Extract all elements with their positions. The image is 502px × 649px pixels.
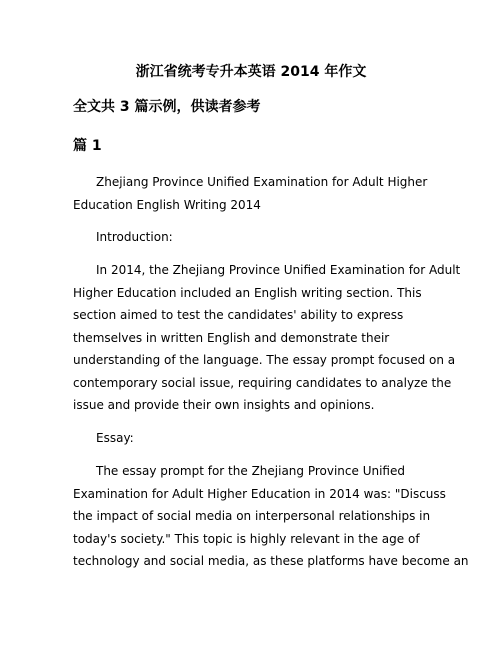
paragraph-line: Higher Education included an English writing section. This [73,285,422,300]
paragraph-line: Zhejiang Province Unified Examination for Adult Higher [96,175,428,189]
document-title: 浙江省统考专升本英语 2014 年作文 [135,64,367,80]
paragraph-line: section aimed to test the candidates' ability to express [73,308,404,322]
paragraph-line: contemporary social issue, requiring candidates to analyze the [73,375,452,390]
paragraph-essay-label [73,427,453,450]
paragraph-line: issue and provide their own insights and opinions. [73,398,375,412]
paragraph-line: Education English Writing 2014 [73,197,261,212]
paragraph-line: the impact of social media on interpersonal relationships in [73,509,431,523]
paragraph-introduction [73,259,461,417]
section-heading: 篇 1 [73,138,102,154]
paragraph-line: Essay: [96,431,134,445]
paragraph-line: understanding of the language. The essay prompt focused on a [73,353,456,367]
paragraph-line: today's society." This topic is highly relevant in the age of [73,531,420,546]
paragraph-introduction-label [73,226,453,249]
document-subtitle: 全文共 3 篇示例，供读者参考 [73,99,261,115]
paragraph-line: Examination for Adult Higher Education in 2014 was: "Discuss [73,486,446,501]
paragraph-line: In 2014, the Zhejiang Province Unified Examination for Adult [96,263,461,277]
paragraph-line: The essay prompt for the Zhejiang Province Unified [96,464,405,478]
paragraph-line: technology and social media, as these platforms have become an [73,554,469,568]
paragraph-line: themselves in written English and demonstrate their [73,330,390,345]
paragraph-title-line [73,171,453,216]
paragraph-line: Introduction: [96,230,173,244]
paragraph-essay [73,460,469,573]
